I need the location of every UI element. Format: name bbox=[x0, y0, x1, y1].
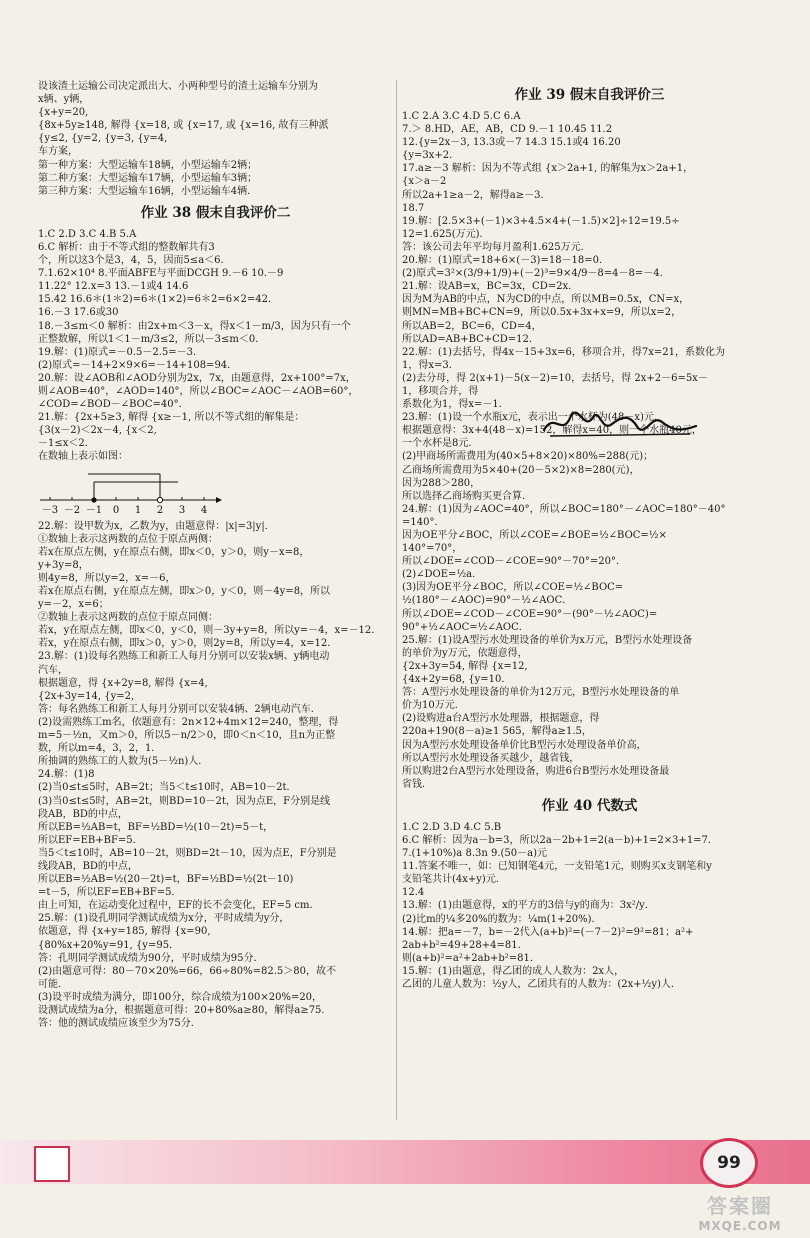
text-line: 段AB，BD的中点， bbox=[38, 808, 128, 820]
text-line: 7.1.62×10⁴ 8.平面ABFE与平面DCGH 9.－6 10.－9 bbox=[38, 268, 284, 280]
text-line: 21.解：设AB=x，BC=3x，CD=2x． bbox=[402, 281, 579, 293]
tick-label: －1 bbox=[85, 504, 103, 516]
text-line: (2)原式=－14+2×9×6=－14+108=94． bbox=[38, 359, 238, 371]
text-line: 1，移项合并，得 bbox=[402, 385, 479, 397]
text-line: 可能． bbox=[38, 978, 68, 990]
text-line: 支铅笔共计(4x+y)元． bbox=[402, 874, 506, 886]
text-line: 个，所以这3个是3，4，5，因而5≤a＜6． bbox=[38, 255, 231, 267]
text-line: 所以∠DOE=∠COD－∠COE=90°－70°=20°． bbox=[402, 556, 626, 568]
tick-label: 3 bbox=[178, 504, 186, 516]
text-line: 若x，y在原点左侧，即x＜0，y＜0，则－3y+y=8，所以y=－4，x=－12． bbox=[38, 625, 382, 637]
page-number: 99 bbox=[700, 1138, 758, 1188]
text-line: 2ab+b²=49+28+4=81． bbox=[402, 939, 528, 951]
left-column bbox=[38, 80, 393, 1030]
text-line: y=－2，x=6； bbox=[38, 599, 109, 611]
text-line: 25.解：(1)设A型污水处理设备的单价为x万元，B型污水处理设备 bbox=[402, 634, 693, 646]
text-line: 所以2a+1≥a－2，解得a≥－3． bbox=[402, 189, 551, 201]
column-divider bbox=[396, 80, 397, 1120]
text-line: (2)设需熟练工m名，依题意有：2n×12+4m×12=240，整理，得 bbox=[38, 716, 339, 728]
text-line: 7.(1+10%)a 8.3n 9.(50－a)元 bbox=[402, 848, 548, 860]
text-line: 答：他的测试成绩应该至少为75分． bbox=[38, 1018, 201, 1030]
footer-band bbox=[0, 1140, 810, 1184]
text-line: 20.解：设∠AOB和∠AOD分别为2x，7x，由题意得，2x+100°=7x， bbox=[38, 372, 356, 384]
text-line: 90°+½∠AOC=½∠AOC． bbox=[402, 621, 529, 633]
text-line: 6.C 解析：由于不等式组的整数解共有3 bbox=[38, 241, 215, 253]
text-line: 第一种方案：大型运输车18辆，小型运输车2辆； bbox=[38, 159, 258, 171]
text-line: 12.4 bbox=[402, 887, 425, 899]
text-line: 因为OE平分∠BOC，所以∠COE=∠BOE=½∠BOC=½× bbox=[402, 530, 667, 541]
text-line: (2)当0≤t≤5时，AB=2t；当5＜t≤10时，AB=10－2t． bbox=[38, 782, 297, 794]
text-line: {2x+3y=54, 解得 {x=12, bbox=[402, 660, 528, 672]
text-line: 1.C 2.D 3.D 4.C 5.B bbox=[402, 821, 502, 833]
text-line: (2)由题意可得：80－70×20%=66，66÷80%=82.5＞80，故不 bbox=[38, 965, 337, 977]
text-line: 正整数解，所以1＜1－m/3≤2，所以－3≤m＜0． bbox=[38, 333, 266, 345]
text-line: 所以A型污水处理设备买越少，越省钱， bbox=[402, 752, 580, 764]
text-line: 23.解：(1)设一个水瓶x元，表示出一个水杯为(48－x)元， bbox=[402, 412, 664, 424]
text-line: (3)设平时成绩为满分，即100分，综合成绩为100×20%=20， bbox=[38, 991, 323, 1003]
text-line: 因为M为AB的中点，N为CD的中点，所以MB=0.5x，CN=x， bbox=[402, 294, 690, 306]
section-title-39: 作业 39 假末自我评价三 bbox=[514, 87, 665, 103]
text-line: 乙商场所需费用为5×40+(20－5×2)×8=280(元)， bbox=[402, 464, 640, 476]
text-line: 所以选择乙商场购买更合算． bbox=[402, 490, 532, 502]
text-line: {2x+3y=14, {y=2, bbox=[38, 690, 135, 702]
text-line: 18.－3≤m＜0 解析：由2x+m＜3－x，得x＜1－m/3，因为只有一个 bbox=[38, 320, 351, 332]
text-line: 若x，y在原点右侧，即x＞0，y＞0，则2y=8，所以y=4，x=12． bbox=[38, 638, 338, 650]
text-line: 22.解：(1)去括号，得4x－15+3x=6，移项合并，得7x=21，系数化为 bbox=[402, 346, 726, 358]
section-title-38: 作业 38 假末自我评价二 bbox=[140, 204, 291, 221]
text-line: {3(x－2)＜2x－4, {x＜2, bbox=[38, 425, 157, 437]
text-line: 设该渣土运输公司决定派出大、小两种型号的渣土运输车分别为 bbox=[38, 81, 318, 92]
text-line: =t－5，所以EF=EB+BF=5． bbox=[38, 887, 182, 899]
text-line: 答：A型污水处理设备的单价为12万元，B型污水处理设备的单 bbox=[402, 687, 680, 699]
text-line: 若x在原点左侧，y在原点右侧，即x＜0，y＞0，则y－x=8， bbox=[38, 546, 310, 558]
text-line: =140°． bbox=[402, 516, 445, 528]
text-line: 答：孔明同学测试成绩为90分，平时成绩为95分． bbox=[38, 952, 264, 964]
text-line: 依题意，得 {x+y=185, 解得 {x=90, bbox=[38, 926, 211, 938]
text-line: 12.{y=2x－3, 13.3或－7 14.3 15.1或4 16.20 bbox=[402, 137, 621, 149]
tick-label: －3 bbox=[41, 504, 59, 516]
text-line: 12=1.625(万元)． bbox=[402, 228, 490, 240]
text-line: 设测试成绩为a分，根据题意可得：20+80%a≥80，解得a≥75． bbox=[38, 1005, 332, 1016]
text-line: 乙团的儿童人数为：½y人，乙团共有的人数为：(2x+½y)人． bbox=[402, 979, 681, 990]
text-line: 省钱． bbox=[402, 778, 432, 790]
text-line: 140°=70°， bbox=[402, 543, 463, 555]
text-line: x辆、y辆， bbox=[38, 94, 90, 106]
text-line: {x＞a－2 bbox=[402, 176, 447, 188]
tick-label: 0 bbox=[112, 504, 120, 516]
text-line: 16.－3 17.6或30 bbox=[38, 307, 119, 319]
open-point bbox=[157, 497, 162, 502]
text-line: 第三种方案：大型运输车16辆，小型运输车4辆． bbox=[38, 185, 258, 197]
text-line: 由上可知，在运动变化过程中，EF的长不会变化，EF=5 cm． bbox=[38, 900, 320, 912]
text-line: (2)比m的¼多20%的数为：¼m(1+20%)． bbox=[402, 913, 602, 925]
text-line: (3)因为OE平分∠BOC，所以∠COE=½∠BOC= bbox=[402, 582, 624, 594]
axis-arrow bbox=[216, 497, 222, 503]
text-line: 则MN=MB+BC+CN=9，所以0.5x+3x+x=9，所以x=2， bbox=[402, 307, 682, 319]
text-line: ②数轴上表示这两数的点位于原点同侧： bbox=[38, 612, 218, 624]
text-line: 所以AB=2，BC=6，CD=4， bbox=[402, 320, 542, 332]
text-line: 11.22° 12.x=3 13.－1或4 14.6 bbox=[38, 281, 189, 293]
text-line: {8x+5y≥148, 解得 {x=18, 或 {x=17, 或 {x=16, 故有三种派 bbox=[38, 120, 329, 132]
tick-label: 4 bbox=[200, 504, 208, 516]
text-line: 所以EF=EB+BF=5． bbox=[38, 834, 143, 846]
watermark-url: MXQE.COM bbox=[698, 1219, 782, 1233]
text-line: 15.解：(1)由题意，得乙团的成人人数为：2x人， bbox=[402, 965, 625, 977]
text-line: m=5－½n，又m＞0，所以5－n/2＞0，即0＜n＜10，且n为正整 bbox=[38, 730, 336, 742]
text-line: 所以购进2台A型污水处理设备，购进6台B型污水处理设备最 bbox=[402, 765, 670, 777]
text-line: 17.a≥－3 解析：因为不等式组 {x＞2a+1, 的解集为x＞2a+1， bbox=[402, 163, 694, 175]
text-line: ∠COD=∠BOD－∠BOC=40°． bbox=[38, 399, 189, 411]
text-line: 14.解：把a=－7，b=－2代入(a+b)²=(－7－2)²=9²=81；a²+ bbox=[402, 926, 694, 938]
text-line: y+3y=8， bbox=[38, 559, 89, 571]
text-line: 的单价为y万元，依题意得， bbox=[402, 647, 528, 659]
text-line: 220a+190(8－a)≥1 565，解得a≥1.5， bbox=[402, 726, 592, 738]
text-line: 19.解：[2.5×3+(－1)×3+4.5×4+(－1.5)×2]÷12=19.5÷ bbox=[402, 215, 680, 227]
text-line: 答：每名熟练工和新工人每月分别可以安装4辆、2辆电动汽车． bbox=[38, 703, 321, 715]
text-line: 1.C 2.D 3.C 4.B 5.A bbox=[38, 228, 137, 240]
text-line: 23.解：(1)设每名熟练工和新工人每月分别可以安装x辆、y辆电动 bbox=[38, 651, 330, 663]
text-line: 19.解：(1)原式=－0.5－2.5=－3． bbox=[38, 346, 203, 358]
text-line: 价为10万元． bbox=[402, 700, 465, 712]
text-line: 24.解：(1)因为∠AOC=40°，所以∠BOC=180°－∠AOC=180°－40° bbox=[402, 503, 726, 515]
watermark-logo: 答案圈 bbox=[707, 1194, 773, 1218]
text-line: 根据题意得：3x+4(48－x)=152，解得x=40，则一个水瓶40元， bbox=[402, 425, 702, 437]
text-line: 22.解：设甲数为x，乙数为y，由题意得：|x|=3|y|． bbox=[38, 520, 275, 532]
text-line: 13.解：(1)由题意得，x的平方的3倍与y的商为：3x²/y． bbox=[402, 900, 655, 912]
text-line: 数，所以m=4，3，2，1． bbox=[38, 743, 162, 755]
text-line: ①数轴上表示这两数的点位于原点两侧： bbox=[38, 533, 218, 545]
text-line: 当5＜t≤10时，AB=10－2t，则BD=2t－10，因为点E，F分别是 bbox=[38, 847, 337, 859]
text-line: 6.C 解析：因为a－b=3，所以2a－2b+1=2(a－b)+1=2×3+1=7． bbox=[402, 834, 718, 846]
text-line: 18.7 bbox=[402, 202, 425, 214]
text-line: {x+y=20, bbox=[38, 107, 89, 119]
text-line: 则∠AOB=40°，∠AOD=140°，所以∠BOC=∠AOC－∠AOB=60°， bbox=[38, 385, 359, 397]
text-line: 7.＞ 8.HD，AE，AB，CD 9.－1 10.45 11.2 bbox=[402, 124, 613, 136]
text-line: 在数轴上表示如图： bbox=[38, 451, 128, 463]
section-title-40: 作业 40 代数式 bbox=[541, 797, 638, 814]
text-line: (3)当0≤t≤5时，AB=2t，则BD=10－2t，因为点E，F分别是线 bbox=[38, 795, 331, 807]
text-line: －1≤x＜2． bbox=[38, 438, 95, 450]
handwritten-signature bbox=[540, 406, 700, 442]
tick-label: 1 bbox=[134, 504, 142, 516]
text-line: 答：该公司去年平均每月盈利1.625万元． bbox=[402, 241, 591, 253]
text-line: 所以EB=½AB=½(20－2t)=t，BF=½BD=½(2t－10) bbox=[38, 874, 294, 886]
text-line: (2)原式=3²×(3/9+1/9)+(－2)³=9×4/9－8=4－8=－4． bbox=[402, 268, 670, 280]
text-line: 若x在原点右侧，y在原点左侧，即x＞0，y＜0，则－4y=8，所以 bbox=[38, 586, 331, 597]
text-line: (2)去分母，得 2(x+1)－5(x－2)=10，去括号，得 2x+2－6=5x－ bbox=[402, 372, 708, 384]
text-line: 根据题意，得 {x+2y=8, 解得 {x=4, bbox=[38, 677, 208, 689]
text-line: 20.解：(1)原式=18+6×(－3)=18－18=0． bbox=[402, 255, 610, 267]
text-line: 15.42 16.6＊(1＊2)=6＊(1×2)=6＊2=6×2=42． bbox=[38, 294, 278, 306]
text-line: 24.解：(1)8 bbox=[38, 769, 95, 781]
text-line: 一个水杯是8元． bbox=[402, 438, 479, 450]
section-38-lines-b bbox=[38, 520, 393, 1031]
text-line: 1.C 2.A 3.C 4.D 5.C 6.A bbox=[402, 111, 521, 122]
text-line: (2)设购进a台A型污水处理器，根据题意，得 bbox=[402, 713, 600, 725]
text-line: 所抽调的熟练工的人数为(5－½n)人． bbox=[38, 756, 209, 768]
section-38-lines-a bbox=[38, 228, 393, 464]
number-line bbox=[38, 466, 393, 518]
text-line: 第二种方案：大型运输车17辆，小型运输车3辆； bbox=[38, 172, 258, 184]
text-line: {4x+2y=68, {y=10． bbox=[402, 674, 512, 686]
text-line: 所以EB=½AB=t，BF=½BD=½(10－2t)=5－t， bbox=[38, 821, 274, 833]
text-line: 因为A型污水处理设备单价比B型污水处理设备单价高， bbox=[402, 739, 647, 751]
text-line: 则4y=8，所以y=2，x=－6， bbox=[38, 572, 176, 584]
section-39-lines bbox=[402, 110, 777, 791]
tick-label: 2 bbox=[156, 504, 164, 516]
text-line: {y≤2, {y=2, {y=3, {y=4, bbox=[38, 133, 168, 145]
text-line: 1，得x=3． bbox=[402, 359, 459, 371]
number-line-graphic bbox=[38, 466, 238, 518]
text-line: (2)甲商场所需费用为(40×5+8×20)×80%=288(元)； bbox=[402, 451, 654, 463]
text-line: 因为288＞280， bbox=[402, 477, 481, 489]
right-column bbox=[402, 80, 777, 991]
section-40-lines bbox=[402, 821, 777, 991]
watermark bbox=[680, 1190, 800, 1234]
text-line: 线段AB，BD的中点， bbox=[38, 860, 138, 872]
text-line: 21.解：{2x+5≥3, 解得 {x≥－1, 所以不等式组的解集是： bbox=[38, 412, 305, 424]
tick-label: －2 bbox=[63, 504, 81, 516]
text-line: 所以AD=AB+BC+CD=12． bbox=[402, 333, 539, 345]
solid-point bbox=[91, 497, 96, 502]
text-line: 则(a+b)²=a²+2ab+b²=81． bbox=[402, 952, 540, 964]
corner-box bbox=[34, 1146, 70, 1182]
text-line: 车方案， bbox=[38, 146, 78, 158]
text-line: {80%x+20%y=91, {y=95． bbox=[38, 939, 180, 951]
text-line: 11.答案不唯一，如：已知钢笔4元，一支铅笔1元，则购买x支钢笔和y bbox=[402, 861, 712, 873]
left-top-lines bbox=[38, 80, 393, 198]
text-line: 25.解：(1)设孔明同学测试成绩为x分，平时成绩为y分， bbox=[38, 913, 290, 925]
text-line: {y=3x+2． bbox=[402, 150, 460, 162]
text-line: 系数化为1，得x=－1． bbox=[402, 399, 509, 411]
text-line: (2)∠DOE=½a． bbox=[402, 569, 483, 581]
text-line: 汽车， bbox=[38, 664, 68, 676]
text-line: ½(180°－∠AOC)=90°－½∠AOC． bbox=[402, 595, 573, 607]
text-line: 所以∠DOE=∠COD－∠COE=90°－(90°－½∠AOC)= bbox=[402, 608, 658, 620]
